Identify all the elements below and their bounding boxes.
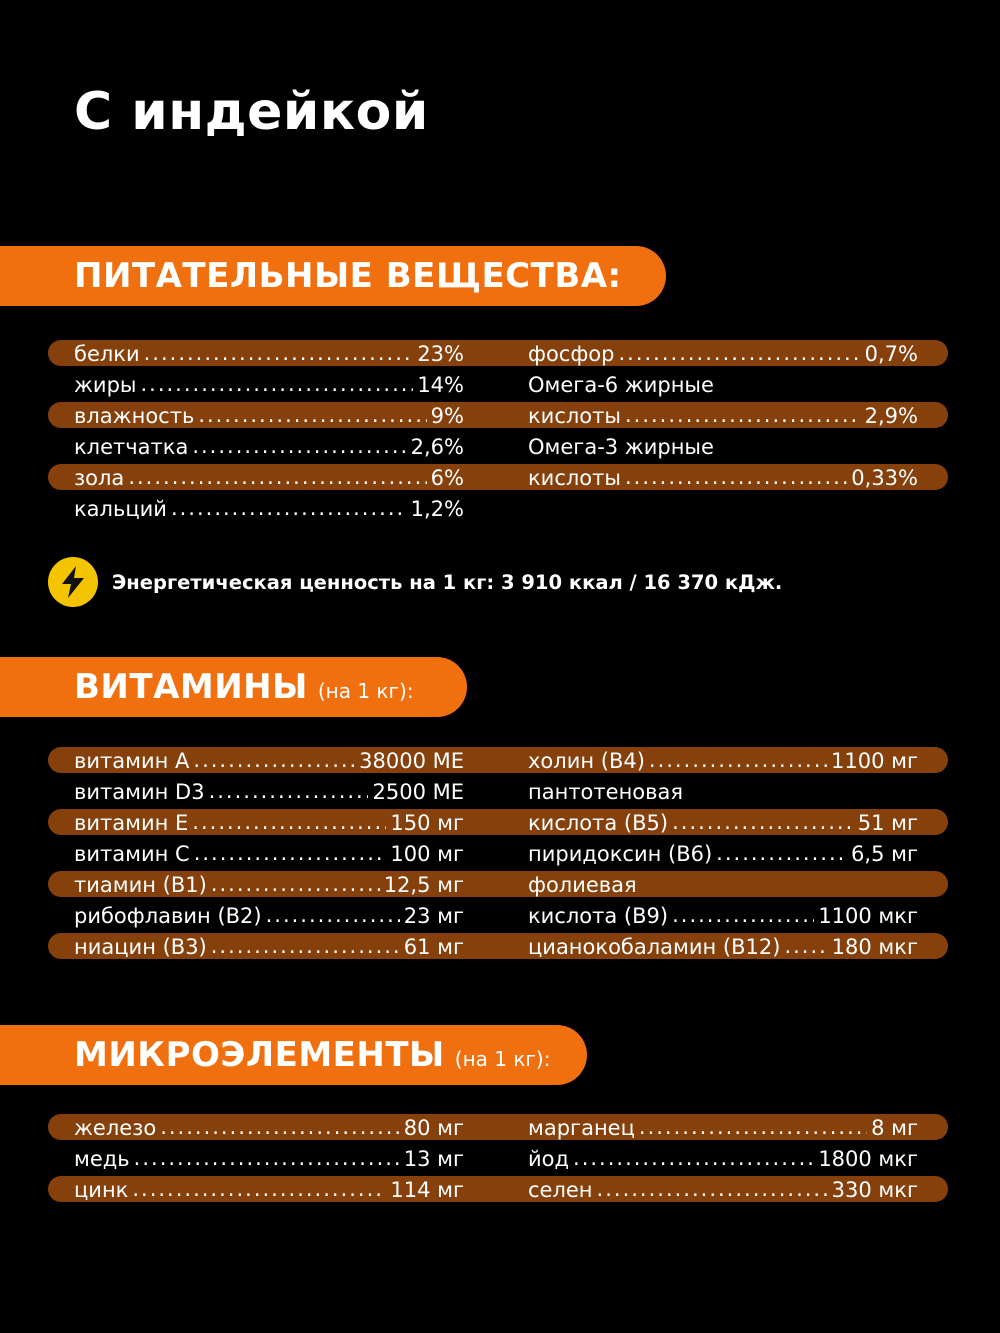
dot-leader xyxy=(649,745,827,776)
item-value: 23% xyxy=(417,341,464,366)
dot-leader xyxy=(625,400,861,431)
item-label: селен xyxy=(528,1177,593,1202)
nutrients-heading: ПИТАТЕЛЬНЫЕ ВЕЩЕСТВА: xyxy=(74,256,622,296)
item-value: 23 мг xyxy=(403,903,464,928)
item-label: цинк xyxy=(74,1177,129,1202)
vitamins-banner xyxy=(0,657,467,717)
item-value: 13 мг xyxy=(403,1146,464,1171)
list-item xyxy=(528,431,918,462)
item-label: кальций xyxy=(74,496,167,521)
list-item xyxy=(528,462,918,493)
list-item xyxy=(528,807,918,838)
list-item xyxy=(74,745,464,776)
item-value: 1800 мкг xyxy=(818,1146,918,1171)
dot-leader xyxy=(171,493,407,524)
item-label: фосфор xyxy=(528,341,615,366)
list-item xyxy=(74,1143,464,1174)
item-label: белки xyxy=(74,341,140,366)
item-value: 38000 МЕ xyxy=(359,748,464,773)
list-item xyxy=(528,900,918,931)
item-label: марганец xyxy=(528,1115,635,1140)
dot-leader xyxy=(639,1112,867,1143)
item-label: витамин С xyxy=(74,841,190,866)
item-value: 51 мг xyxy=(857,810,918,835)
item-label: пантотеновая xyxy=(528,779,684,804)
list-item xyxy=(74,369,464,400)
dot-leader xyxy=(597,1174,828,1205)
item-label: тиамин (В1) xyxy=(74,872,207,897)
list-item xyxy=(528,869,918,900)
dot-leader xyxy=(134,1143,400,1174)
list-item xyxy=(74,776,464,807)
list-item xyxy=(74,1174,464,1205)
energy-text: Энергетическая ценность на 1 кг: 3 910 ккал / 16 370 кДж. xyxy=(112,570,783,594)
dot-leader xyxy=(128,462,426,493)
dot-leader xyxy=(132,1174,386,1205)
dot-leader xyxy=(625,462,847,493)
vitamins-subheading: (на 1 кг): xyxy=(317,679,414,703)
dot-leader xyxy=(193,745,355,776)
item-value: 2,9% xyxy=(864,403,918,428)
list-item xyxy=(74,838,464,869)
dot-leader xyxy=(160,1112,400,1143)
item-value: 6,5 мг xyxy=(851,841,918,866)
item-value: 80 мг xyxy=(403,1115,464,1140)
list-item xyxy=(74,400,464,431)
item-label: фолиевая xyxy=(528,872,637,897)
item-label: кислота (В5) xyxy=(528,810,669,835)
item-value: 2,6% xyxy=(410,434,464,459)
list-item xyxy=(528,369,918,400)
lightning-bolt-icon xyxy=(48,557,98,607)
dot-leader xyxy=(192,431,406,462)
list-item xyxy=(74,931,464,962)
list-item xyxy=(528,338,918,369)
list-item xyxy=(74,493,464,524)
item-label: витамин А xyxy=(74,748,190,773)
list-item xyxy=(74,1112,464,1143)
microelements-heading: МИКРОЭЛЕМЕНТЫ xyxy=(74,1035,445,1075)
item-value: 114 мг xyxy=(390,1177,464,1202)
list-item xyxy=(528,776,918,807)
dot-leader xyxy=(266,900,400,931)
dot-leader xyxy=(198,400,426,431)
dot-leader xyxy=(194,838,387,869)
dot-leader xyxy=(672,900,814,931)
item-label: кислоты xyxy=(528,465,621,490)
item-value: 6% xyxy=(430,465,464,490)
vitamins-heading: ВИТАМИНЫ xyxy=(74,667,308,707)
nutrients-banner xyxy=(0,246,666,306)
dot-leader xyxy=(144,338,414,369)
item-value: 0,7% xyxy=(864,341,918,366)
item-label: кислота (В9) xyxy=(528,903,669,928)
item-value: 14% xyxy=(417,372,464,397)
dot-leader xyxy=(192,807,386,838)
dot-leader xyxy=(140,369,413,400)
item-label: Омега-6 жирные xyxy=(528,372,714,397)
dot-leader xyxy=(211,869,380,900)
microelements-banner xyxy=(0,1025,587,1085)
item-value: 2500 МЕ xyxy=(372,779,464,804)
item-value: 8 мг xyxy=(871,1115,918,1140)
item-label: клетчатка xyxy=(74,434,189,459)
item-label: ниацин (В3) xyxy=(74,934,207,959)
list-item xyxy=(74,869,464,900)
item-value: 150 мг xyxy=(390,810,464,835)
list-item xyxy=(74,900,464,931)
dot-leader xyxy=(211,931,400,962)
list-item xyxy=(528,1174,918,1205)
item-label: медь xyxy=(74,1146,130,1171)
list-item xyxy=(528,838,918,869)
list-item xyxy=(74,462,464,493)
list-item xyxy=(74,338,464,369)
item-value: 9% xyxy=(430,403,464,428)
list-item xyxy=(528,1112,918,1143)
dot-leader xyxy=(672,807,854,838)
item-label: зола xyxy=(74,465,125,490)
item-value: 61 мг xyxy=(403,934,464,959)
list-item xyxy=(528,1143,918,1174)
item-label: кислоты xyxy=(528,403,621,428)
microelements-subheading: (на 1 кг): xyxy=(454,1047,551,1071)
dot-leader xyxy=(573,1143,814,1174)
item-label: витамин Е xyxy=(74,810,189,835)
item-value: 0,33% xyxy=(851,465,918,490)
item-value: 1100 мг xyxy=(831,748,918,773)
item-value: 1100 мкг xyxy=(818,903,918,928)
list-item xyxy=(528,745,918,776)
item-label: влажность xyxy=(74,403,195,428)
item-label: йод xyxy=(528,1146,570,1171)
page-title: С индейкой xyxy=(74,82,429,142)
item-label: пиридоксин (В6) xyxy=(528,841,713,866)
list-item xyxy=(74,807,464,838)
item-value: 100 мг xyxy=(390,841,464,866)
energy-value xyxy=(48,557,782,607)
list-item xyxy=(528,931,918,962)
item-value: 1,2% xyxy=(410,496,464,521)
dot-leader xyxy=(618,338,860,369)
item-label: рибофлавин (В2) xyxy=(74,903,262,928)
dot-leader xyxy=(784,931,827,962)
item-label: Омега-3 жирные xyxy=(528,434,714,459)
item-value: 180 мкг xyxy=(831,934,918,959)
list-item xyxy=(74,431,464,462)
item-label: цианокобаламин (В12) xyxy=(528,934,781,959)
dot-leader xyxy=(209,776,369,807)
item-value: 330 мкг xyxy=(831,1177,918,1202)
item-label: витамин D3 xyxy=(74,779,205,804)
list-item xyxy=(528,400,918,431)
item-label: холин (В4) xyxy=(528,748,645,773)
item-label: жиры xyxy=(74,372,137,397)
dot-leader xyxy=(716,838,847,869)
item-value: 12,5 мг xyxy=(383,872,464,897)
item-label: железо xyxy=(74,1115,157,1140)
